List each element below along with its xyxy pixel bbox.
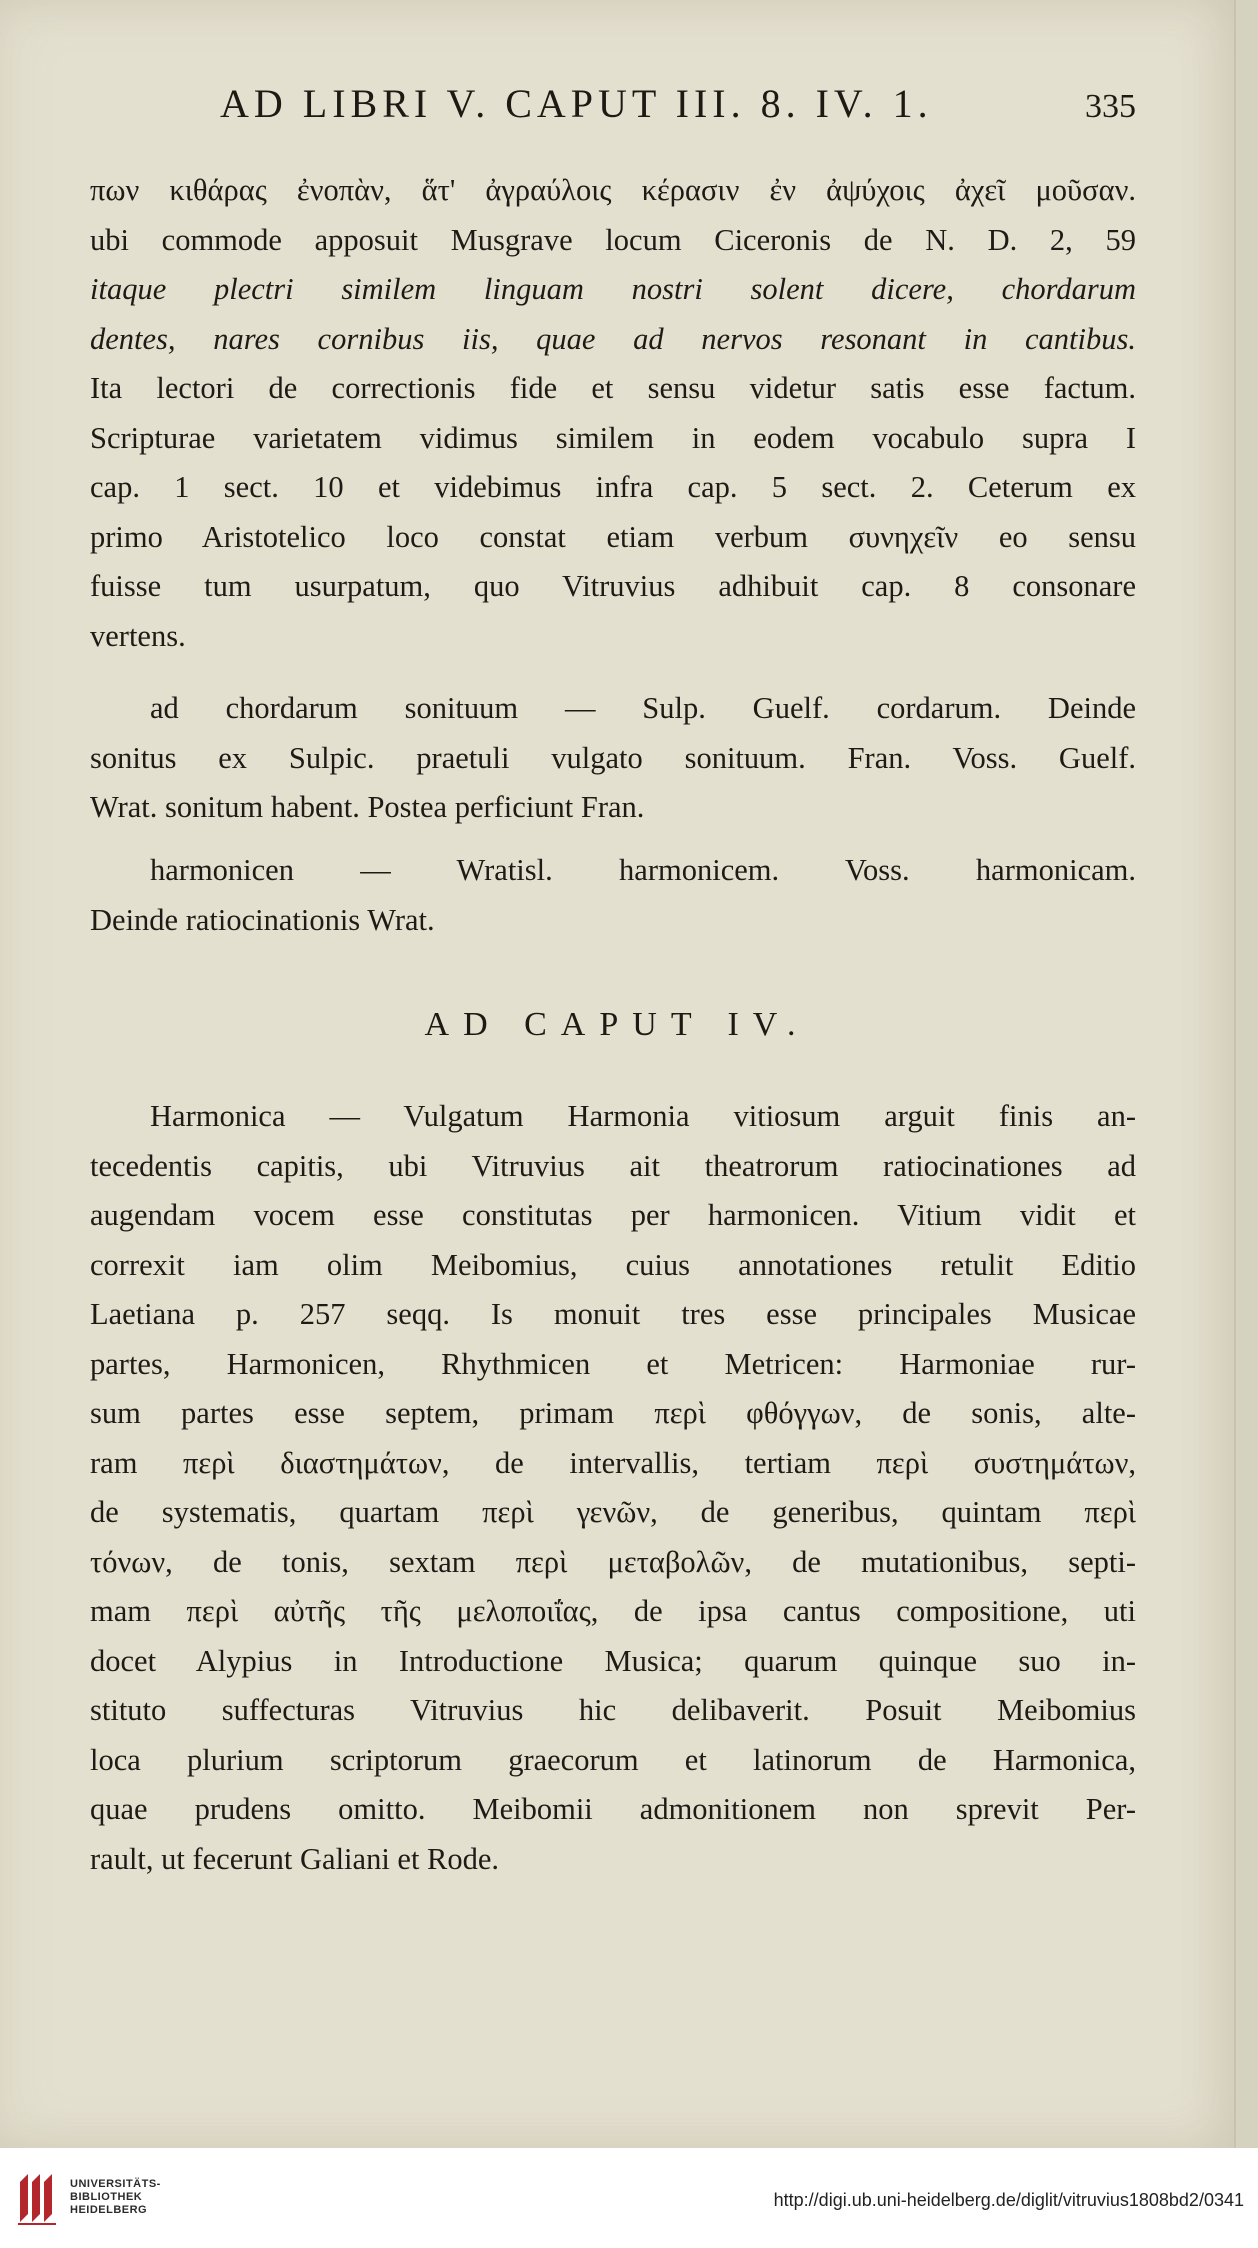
text-line: sonitus ex Sulpic. praetuli vulgato sonituum. Fran. Voss. Guelf. — [90, 740, 1136, 775]
text-line: mam περὶ αὐτῆς τῆς μελοποιΐας, de ipsa cantus compositione, uti — [90, 1594, 1136, 1628]
library-name-line: BIBLIOTHEK — [70, 2191, 143, 2203]
text-line: augendam vocem esse constitutas per harmonicen. Vitium vidit et — [90, 1198, 1136, 1232]
text-line: πων κιθάρας ἐνοπὰν, ἅτ' ἀγραύλοις κέρασιν ἐν ἀψύχοις ἀχεῖ μοῦσαν. — [90, 173, 1136, 207]
text-line: sum partes esse septem, primam περὶ φθόγγων, de sonis, alte- — [90, 1396, 1136, 1430]
text-line: de systematis, quartam περὶ γενῶν, de generibus, quintam περὶ — [90, 1495, 1136, 1529]
text-line: correxit iam olim Meibomius, cuius annotationes retulit Editio — [90, 1247, 1136, 1282]
paragraph-3 — [90, 846, 1136, 945]
library-name-line: HEIDELBERG — [70, 2204, 148, 2216]
section-heading: AD CAPUT IV. — [424, 1006, 810, 1043]
text-line: Scripturae varietatem vidimus similem in eodem vocabulo supra I — [90, 420, 1136, 455]
text-line: ram περὶ διαστημάτων, de intervallis, tertiam περὶ συστημάτων, — [90, 1445, 1136, 1480]
text-line: itaque plectri similem linguam nostri solent dicere, chordarum — [90, 272, 1136, 306]
text-line: primo Aristotelico loco constat etiam verbum συνηχεῖν eo sensu — [90, 519, 1136, 554]
library-name-line: UNIVERSITÄTS- — [70, 2178, 161, 2190]
text-line: quae prudens omitto. Meibomii admonitionem non sprevit Per- — [90, 1792, 1136, 1826]
text-line: vertens. — [90, 618, 186, 653]
text-line: fuisse tum usurpatum, quo Vitruvius adhibuit cap. 8 consonare — [90, 569, 1136, 603]
text-line: Harmonica — Vulgatum Harmonia vitiosum arguit finis an- — [150, 1099, 1136, 1133]
university-library-logo-icon — [14, 2168, 60, 2228]
library-name — [70, 2178, 161, 2217]
text-line: docet Alypius in Introductione Musica; quarum quinque suo in- — [90, 1643, 1136, 1678]
text-line: ad chordarum sonituum — Sulp. Guelf. cordarum. Deinde — [150, 691, 1136, 725]
paragraph-4 — [90, 1092, 1136, 1884]
page-number: 335 — [1085, 88, 1136, 125]
text-line: ubi commode apposuit Musgrave locum Ciceronis de N. D. 2, 59 — [90, 222, 1136, 257]
paragraph-2 — [90, 684, 1136, 833]
viewer-footer — [0, 2148, 1258, 2248]
text-line: rault, ut fecerunt Galiani et Rode. — [90, 1841, 500, 1876]
text-line: harmonicen — Wratisl. harmonicem. Voss. harmonicam. — [150, 853, 1136, 887]
text-line: stituto suffecturas Vitruvius hic delibaverit. Posuit Meibomius — [90, 1693, 1136, 1727]
paragraph-1 — [90, 166, 1136, 661]
text-line: Laetiana p. 257 seqq. Is monuit tres esse principales Musicae — [90, 1297, 1136, 1331]
text-line: dentes, nares cornibus iis, quae ad nervos resonant in cantibus. — [90, 321, 1136, 356]
text-line: partes, Harmonicen, Rhythmicen et Metricen: Harmoniae rur- — [90, 1346, 1136, 1381]
text-line: Wrat. sonitum habent. Postea perficiunt Fran. — [90, 790, 645, 824]
page-header — [0, 72, 1234, 132]
text-line: cap. 1 sect. 10 et videbimus infra cap. 5 sect. 2. Ceterum ex — [90, 470, 1136, 504]
text-line: Ita lectori de correctionis fide et sensu videtur satis esse factum. — [90, 371, 1136, 405]
text-line: tecedentis capitis, ubi Vitruvius ait theatrorum ratiocinationes ad — [90, 1148, 1136, 1183]
text-line: τόνων, de tonis, sextam περὶ μεταβολῶν, de mutationibus, septi- — [90, 1544, 1136, 1579]
text-line: Deinde ratiocinationis Wrat. — [90, 902, 435, 937]
running-head: AD LIBRI V. CAPUT III. 8. IV. 1. — [220, 81, 933, 126]
text-line: loca plurium scriptorum graecorum et latinorum de Harmonica, — [90, 1742, 1136, 1777]
source-url-link[interactable]: http://digi.ub.uni-heidelberg.de/diglit/vitruvius1808bd2/0341 — [773, 2190, 1244, 2210]
